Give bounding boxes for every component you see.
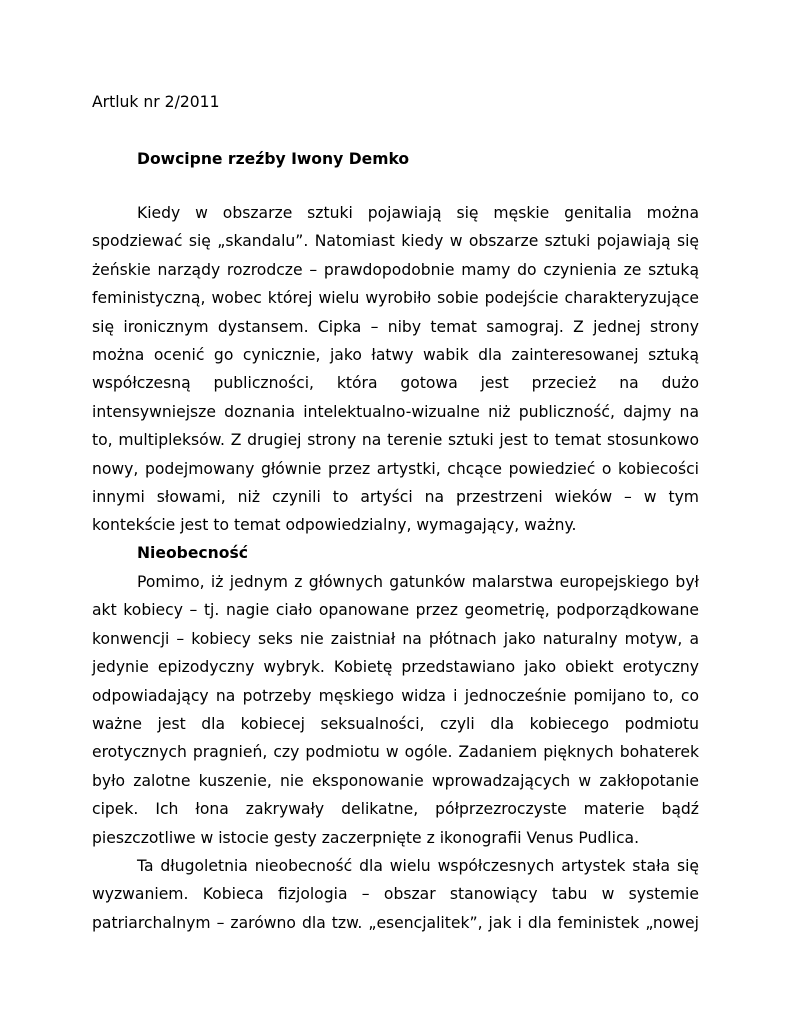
text-line: Ta długoletnia nieobecność dla wielu współczesnych artystek stała się: [137, 857, 699, 875]
text-line: to, multipleksów. Z drugiej strony na terenie sztuki jest to temat stosunkowo: [92, 431, 699, 450]
text-line: erotycznych pragnień, czy podmiotu w ogóle. Zadaniem pięknych bohaterek: [92, 743, 699, 762]
text-line: ważne jest dla kobiecej seksualności, czyli dla kobiecego podmiotu: [92, 714, 699, 733]
text-line: żeńskie narządy rozrodcze – prawdopodobnie mamy do czynienia ze sztuką: [92, 260, 699, 279]
text-line: feministyczną, wobec której wielu wyrobiło sobie podejście charakteryzujące: [92, 289, 699, 308]
text-line: Kiedy w obszarze sztuki pojawiają się męskie genitalia można: [137, 204, 699, 222]
text-line: innymi słowami, niż czynili to artyści na przestrzeni wieków – w tym: [92, 487, 699, 506]
paragraph-absence: [92, 568, 699, 852]
text-line: się ironicznym dystansem. Cipka – niby temat samograj. Z jednej strony: [92, 317, 699, 336]
text-line: spodziewać się „skandalu”. Natomiast kiedy w obszarze sztuki pojawiają się: [92, 232, 699, 251]
paragraph-intro: [92, 199, 699, 540]
text-line: pieszczotliwe w istocie gesty zaczerpnięte z ikonografii Venus Pudlica.: [92, 828, 640, 847]
text-line: kontekście jest to temat odpowiedzialny, wymagający, ważny.: [92, 516, 577, 535]
issue-header: Artluk nr 2/2011: [92, 93, 220, 111]
paragraph-challenge: [92, 852, 699, 937]
text-line: było zalotne kuszenie, nie eksponowanie wprowadzających w zakłopotanie: [92, 771, 699, 790]
text-line: akt kobiecy – tj. nagie ciało opanowane przez geometrię, podporządkowane: [92, 601, 699, 620]
text-line: konwencji – kobiecy seks nie zaistniał na płótnach jako naturalny motyw, a: [92, 629, 699, 648]
section-heading: Nieobecność: [137, 544, 249, 562]
text-line: Pomimo, iż jednym z głównych gatunków malarstwa europejskiego był: [137, 573, 699, 591]
text-line: wyzwaniem. Kobieca fizjologia – obszar stanowiący tabu w systemie: [92, 885, 699, 904]
text-line: cipek. Ich łona zakrywały delikatne, półprzezroczyste materie bądź: [92, 800, 699, 819]
text-line: nowy, podejmowany głównie przez artystki, chcące powiedzieć o kobiecości: [92, 459, 699, 478]
text-line: można ocenić go cynicznie, jako łatwy wabik dla zainteresowanej sztuką: [92, 345, 699, 364]
text-line: współczesną publiczności, która gotowa jest przecież na dużo: [92, 374, 699, 393]
article-title: Dowcipne rzeźby Iwony Demko: [137, 150, 410, 168]
text-line: intensywniejsze doznania intelektualno-wizualne niż publiczność, dajmy na: [92, 402, 699, 421]
text-line: patriarchalnym – zarówno dla tzw. „esencjalitek”, jak i dla feministek „nowej: [92, 913, 699, 932]
text-line: odpowiadający na potrzeby męskiego widza i jednocześnie pomijano to, co: [92, 686, 699, 705]
text-line: jedynie epizodyczny wybryk. Kobietę przedstawiano jako obiekt erotyczny: [92, 658, 699, 677]
